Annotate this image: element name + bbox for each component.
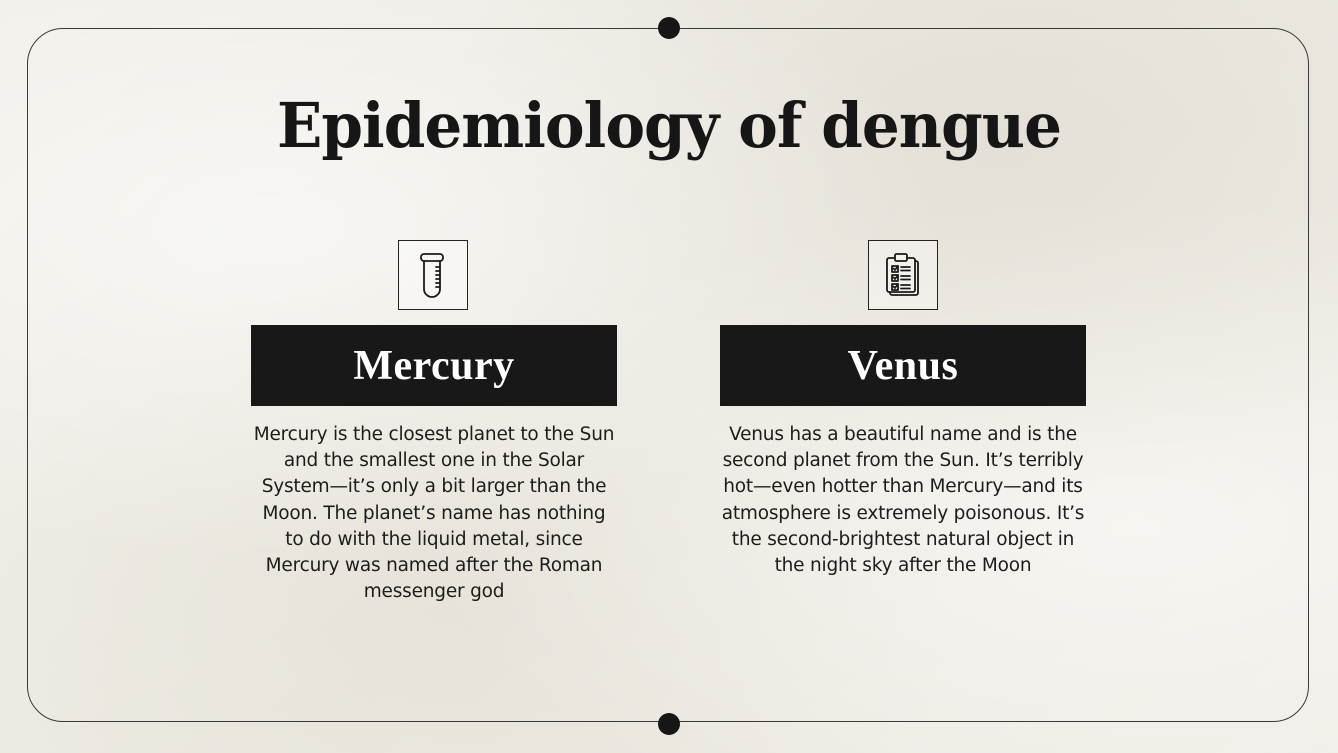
- slide-title: Epidemiology of dengue: [276, 89, 1062, 162]
- description-venus: Venus has a beautiful name and is the second planet from the Sun. It’s terribly hot—even hotter than Mercury—and its atmosphere is extremely poisonous. It’s the second-brightest natural object in the night sky after the Moon: [721, 424, 1085, 577]
- frame-dot-bottom: [658, 713, 680, 735]
- frame-dot-top: [658, 17, 680, 39]
- heading-box-venus: [720, 325, 1086, 406]
- heading-mercury: Mercury: [353, 342, 515, 389]
- heading-venus: Venus: [847, 342, 959, 389]
- description-mercury: Mercury is the closest planet to the Sun and the smallest one in the Solar System—it’s only a bit larger than the Moon. The planet’s name has nothing to do with the liquid metal, since Mercury was named after the Roman messenger god: [253, 424, 615, 603]
- heading-box-mercury: [251, 325, 617, 406]
- test-tube-icon: [398, 240, 468, 310]
- clipboard-checklist-icon: [868, 240, 938, 310]
